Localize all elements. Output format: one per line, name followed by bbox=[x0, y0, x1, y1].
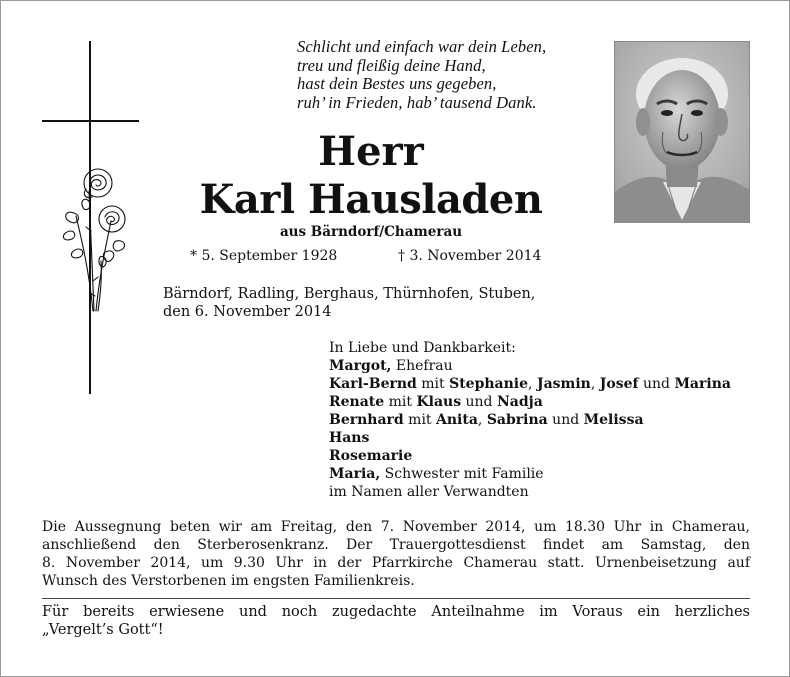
mourners-intro: In Liebe und Dankbarkeit: bbox=[329, 340, 516, 356]
mourner-text: mit bbox=[384, 394, 417, 410]
mourner-line bbox=[329, 357, 731, 375]
notice-line: anschließend den Sterberosenkranz. Der Trauergottesdienst findet am Samstag, den bbox=[42, 537, 750, 553]
mourner-text: , bbox=[590, 376, 600, 392]
funeral-notice bbox=[42, 518, 750, 590]
notice-line: 8. November 2014, um 9.30 Uhr in der Pfarrkirche Chamerau statt. Urnenbeisetzung auf bbox=[42, 555, 750, 571]
death-date: † 3. November 2014 bbox=[398, 248, 542, 264]
mourner-line bbox=[329, 447, 731, 465]
mourner-name: Josef bbox=[599, 376, 639, 392]
mourner-name: Rosemarie bbox=[329, 448, 413, 464]
mourner-lines bbox=[329, 357, 731, 501]
mourner-name: Renate bbox=[329, 394, 385, 410]
mourner-text: und bbox=[461, 394, 497, 410]
mourners-list bbox=[329, 339, 731, 501]
roses-icon bbox=[56, 161, 132, 321]
birth-date: * 5. September 1928 bbox=[190, 248, 338, 264]
mourner-text: , bbox=[477, 412, 487, 428]
notice-line: Wunsch des Verstorbenen im engsten Familienkreis. bbox=[42, 573, 415, 589]
salutation: Herr bbox=[318, 128, 424, 175]
place-and-date bbox=[163, 285, 535, 321]
mourner-name: Karl-Bernd bbox=[329, 376, 417, 392]
mourner-text: und bbox=[547, 412, 584, 428]
date-line: den 6. November 2014 bbox=[163, 304, 332, 320]
poem bbox=[297, 38, 546, 112]
mourner-line bbox=[329, 393, 731, 411]
poem-line: Schlicht und einfach war dein Leben, bbox=[297, 37, 547, 56]
place-line: Bärndorf, Radling, Berghaus, Thürnhofen, Stuben, bbox=[163, 286, 536, 302]
mourner-name: Hans bbox=[329, 430, 370, 446]
portrait-photo bbox=[614, 41, 750, 223]
mourner-name: Marina bbox=[674, 376, 731, 392]
mourner-text: Ehefrau bbox=[391, 358, 453, 374]
divider bbox=[42, 598, 750, 599]
mourner-name: Margot, bbox=[329, 358, 392, 374]
poem-line: treu und fleißig deine Hand, bbox=[297, 55, 486, 75]
notice-line: Die Aussegnung beten wir am Freitag, den 7. November 2014, um 18.30 Uhr in Chamerau, bbox=[42, 519, 750, 535]
mourner-text: mit bbox=[416, 376, 450, 392]
thanks-note bbox=[42, 603, 750, 639]
poem-line: hast dein Bestes uns gegeben, bbox=[297, 74, 497, 93]
thanks-line: Für bereits erwiesene und noch zugedachte Anteilnahme im Voraus ein herzliches bbox=[42, 604, 750, 620]
mourner-line bbox=[329, 483, 731, 501]
cross-icon-bar bbox=[42, 120, 139, 122]
mourner-line bbox=[329, 429, 731, 447]
mourner-text: , bbox=[528, 376, 537, 392]
mourner-line bbox=[329, 465, 731, 483]
mourner-name: Bernhard bbox=[329, 412, 404, 428]
poem-line: ruh’ in Frieden, hab’ tausend Dank. bbox=[297, 92, 537, 112]
mourner-text: im Namen aller Verwandten bbox=[329, 484, 529, 500]
origin: aus Bärndorf/Chamerau bbox=[279, 224, 463, 240]
mourner-name: Anita bbox=[436, 412, 478, 428]
mourner-line bbox=[329, 411, 731, 429]
mourner-name: Jasmin bbox=[536, 376, 591, 392]
mourner-name: Nadja bbox=[496, 394, 543, 410]
mourner-line bbox=[329, 375, 731, 393]
mourner-text: mit bbox=[403, 412, 436, 428]
mourner-name: Maria, bbox=[329, 466, 381, 482]
mourner-name: Klaus bbox=[416, 394, 462, 410]
mourner-name: Melissa bbox=[583, 412, 644, 428]
deceased-name: Karl Hausladen bbox=[199, 176, 543, 223]
mourner-name: Sabrina bbox=[486, 412, 548, 428]
mourner-text: und bbox=[638, 376, 675, 392]
mourner-name: Stephanie bbox=[449, 376, 529, 392]
mourner-text: Schwester mit Familie bbox=[380, 466, 544, 482]
thanks-line: „Vergelt’s Gott“! bbox=[42, 622, 164, 638]
